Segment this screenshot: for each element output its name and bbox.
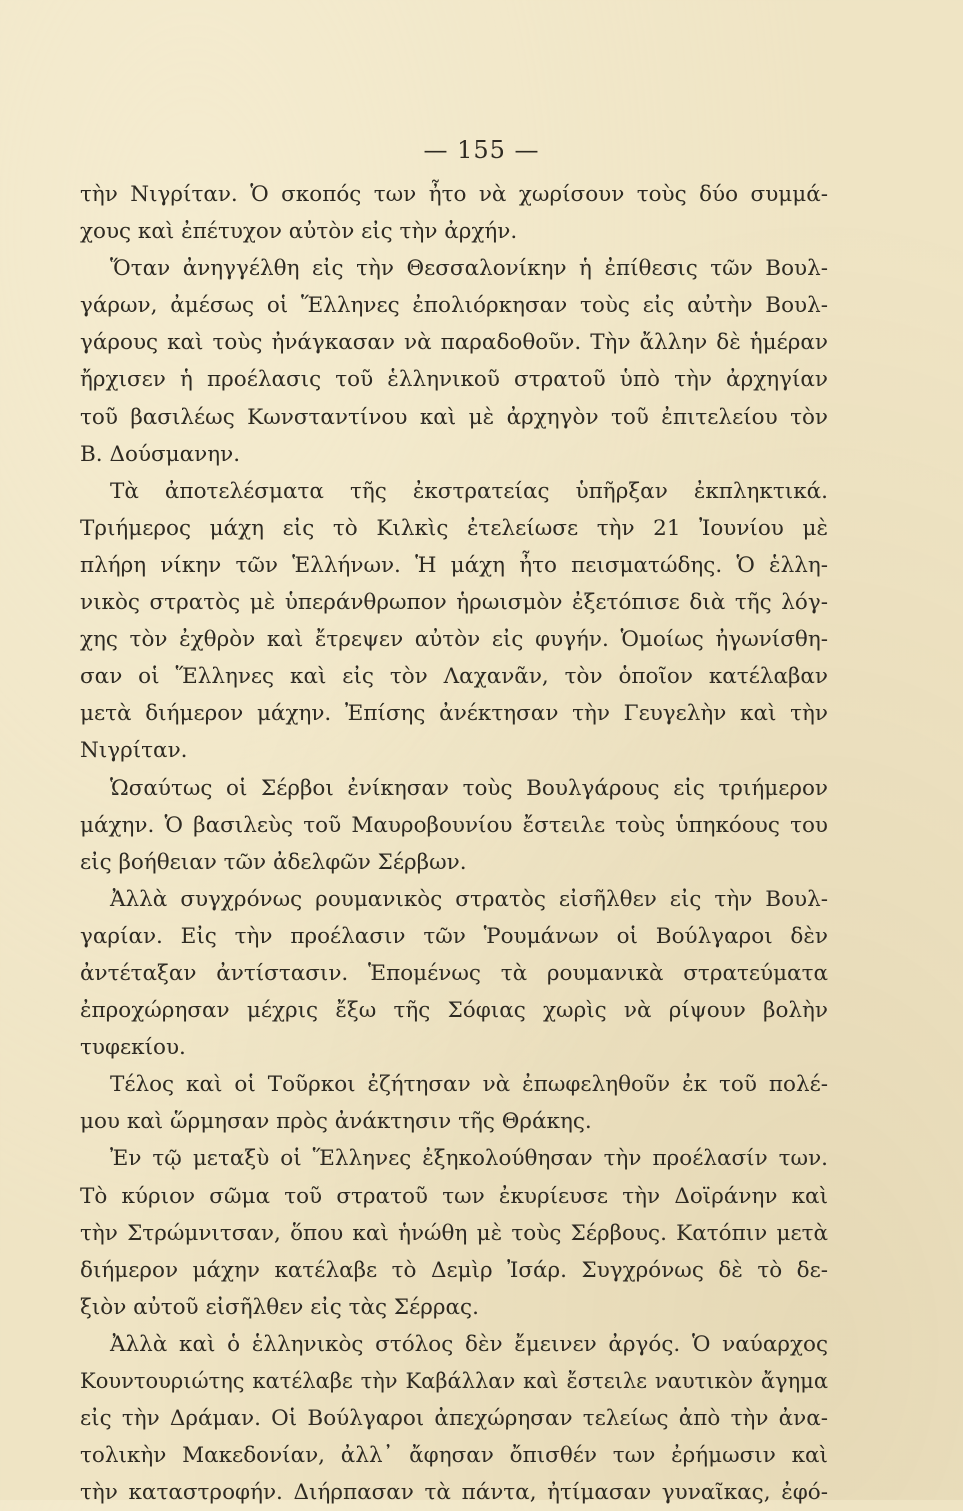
text-line: ἤρχισεν ἡ προέλασις τοῦ ἑλληνικοῦ στρατοῦ ὑπὸ τὴν ἀρχηγίαν	[80, 367, 828, 393]
text-line: Τὰ ἀποτελέσματα τῆς ἐκστρατείας ὑπῆρξαν ἐκπληκτικά.	[110, 478, 828, 504]
text-line: Ἐν τῷ μεταξὺ οἱ Ἕλληνες ἐξηκολούθησαν τὴν προέλασίν των.	[110, 1146, 828, 1172]
text-line: διήμερον μάχην κατέλαβε τὸ Δεμὶρ Ἰσάρ. Συγχρόνως δὲ τὸ δε-	[80, 1257, 828, 1283]
text-line: Τέλος καὶ οἱ Τοῦρκοι ἐζήτησαν νὰ ἐπωφεληθοῦν ἐκ τοῦ πολέ-	[110, 1072, 828, 1098]
text-line: ἀντέταξαν ἀντίστασιν. Ἑπομένως τὰ ρουμανικὰ στρατεύματα	[80, 960, 828, 986]
text-line: μου καὶ ὥρμησαν πρὸς ἀνάκτησιν τῆς Θράκης.	[80, 1109, 592, 1135]
text-line: πλήρη νίκην τῶν Ἑλλήνων. Ἡ μάχη ἦτο πεισματώδης. Ὁ ἑλλη-	[80, 552, 828, 578]
text-line: Νιγρίταν.	[80, 738, 188, 764]
text-line: μάχην. Ὁ βασιλεὺς τοῦ Μαυροβουνίου ἔστειλε τοὺς ὑπηκόους του	[80, 812, 828, 838]
text-line: χους καὶ ἐπέτυχον αὐτὸν εἰς τὴν ἀρχήν.	[80, 219, 518, 245]
text-line: ξιὸν αὐτοῦ εἰσῆλθεν εἰς τὰς Σέρρας.	[80, 1294, 479, 1320]
text-line: ἐπροχώρησαν μέχρις ἔξω τῆς Σόφιας χωρὶς νὰ ρίψουν βολὴν	[80, 998, 828, 1024]
text-line: τὴν Στρώμνιτσαν, ὅπου καὶ ἡνώθη μὲ τοὺς Σέρβους. Κατόπιν μετὰ	[80, 1220, 828, 1246]
text-line: εἰς τὴν Δράμαν. Οἱ Βούλγαροι ἀπεχώρησαν τελείως ἀπὸ τὴν ἀνα-	[80, 1406, 828, 1432]
text-line: νικὸς στρατὸς μὲ ὑπεράνθρωπον ἡρωισμὸν ἐξετόπισε διὰ τῆς λόγ-	[80, 590, 828, 616]
text-line: τολικὴν Μακεδονίαν, ἀλλ᾽ ἄφησαν ὄπισθέν των ἐρήμωσιν καὶ	[80, 1443, 828, 1469]
text-line: Κουντουριώτης κατέλαβε τὴν Καβάλλαν καὶ ἔστειλε ναυτικὸν ἄγημα	[80, 1369, 828, 1393]
text-line: τὴν Νιγρίταν. Ὁ σκοπός των ἦτο νὰ χωρίσουν τοὺς δύο συμμά-	[80, 182, 828, 207]
text-line: τὴν καταστροφήν. Διήρπασαν τὰ πάντα, ἠτίμασαν γυναῖκας, ἐφό-	[80, 1480, 828, 1506]
text-line: Ἀλλὰ συγχρόνως ρουμανικὸς στρατὸς εἰσῆλθεν εἰς τὴν Βουλ-	[110, 886, 828, 912]
text-line: τυφεκίου.	[80, 1035, 186, 1061]
text-line: γάρων, ἀμέσως οἱ Ἕλληνες ἐπολιόρκησαν τοὺς εἰς αὐτὴν Βουλ-	[80, 293, 828, 319]
text-line: εἰς βοήθειαν τῶν ἀδελφῶν Σέρβων.	[80, 849, 467, 875]
text-line: σαν οἱ Ἕλληνες καὶ εἰς τὸν Λαχανᾶν, τὸν ὁποῖον κατέλαβαν	[80, 664, 828, 690]
text-line: Β. Δούσμανην.	[80, 441, 241, 467]
text-line: Ὅταν ἀνηγγέλθη εἰς τὴν Θεσσαλονίκην ἡ ἐπίθεσις τῶν Βουλ-	[110, 256, 828, 282]
text-line: μετὰ διήμερον μάχην. Ἐπίσης ἀνέκτησαν τὴν Γευγελὴν καὶ τὴν	[80, 701, 828, 727]
text-line: τοῦ βασιλέως Κωνσταντίνου καὶ μὲ ἀρχηγὸν τοῦ ἐπιτελείου τὸν	[80, 404, 828, 430]
text-line: Τὸ κύριον σῶμα τοῦ στρατοῦ των ἐκυρίευσε τὴν Δοϊράνην καὶ	[80, 1183, 828, 1209]
body-text	[80, 176, 828, 1511]
text-line: γαρίαν. Εἰς τὴν προέλασιν τῶν Ῥουμάνων οἱ Βούλγαροι δὲν	[80, 923, 828, 949]
text-line: χης τὸν ἐχθρὸν καὶ ἔτρεψεν αὐτὸν εἰς φυγήν. Ὁμοίως ἠγωνίσθη-	[80, 627, 828, 653]
text-line: Τριήμερος μάχη εἰς τὸ Κιλκὶς ἐτελείωσε τὴν 21 Ἰουνίου μὲ	[80, 515, 828, 541]
page-number: — 155 —	[423, 136, 540, 164]
text-line: Ἀλλὰ καὶ ὁ ἑλληνικὸς στόλος δὲν ἔμεινεν ἀργός. Ὁ ναύαρχος	[110, 1331, 828, 1357]
text-line: Ὡσαύτως οἱ Σέρβοι ἐνίκησαν τοὺς Βουλγάρους εἰς τριήμερον	[110, 775, 828, 801]
text-line: γάρους καὶ τοὺς ἠνάγκασαν νὰ παραδοθοῦν. Τὴν ἄλλην δὲ ἡμέραν	[80, 330, 828, 356]
